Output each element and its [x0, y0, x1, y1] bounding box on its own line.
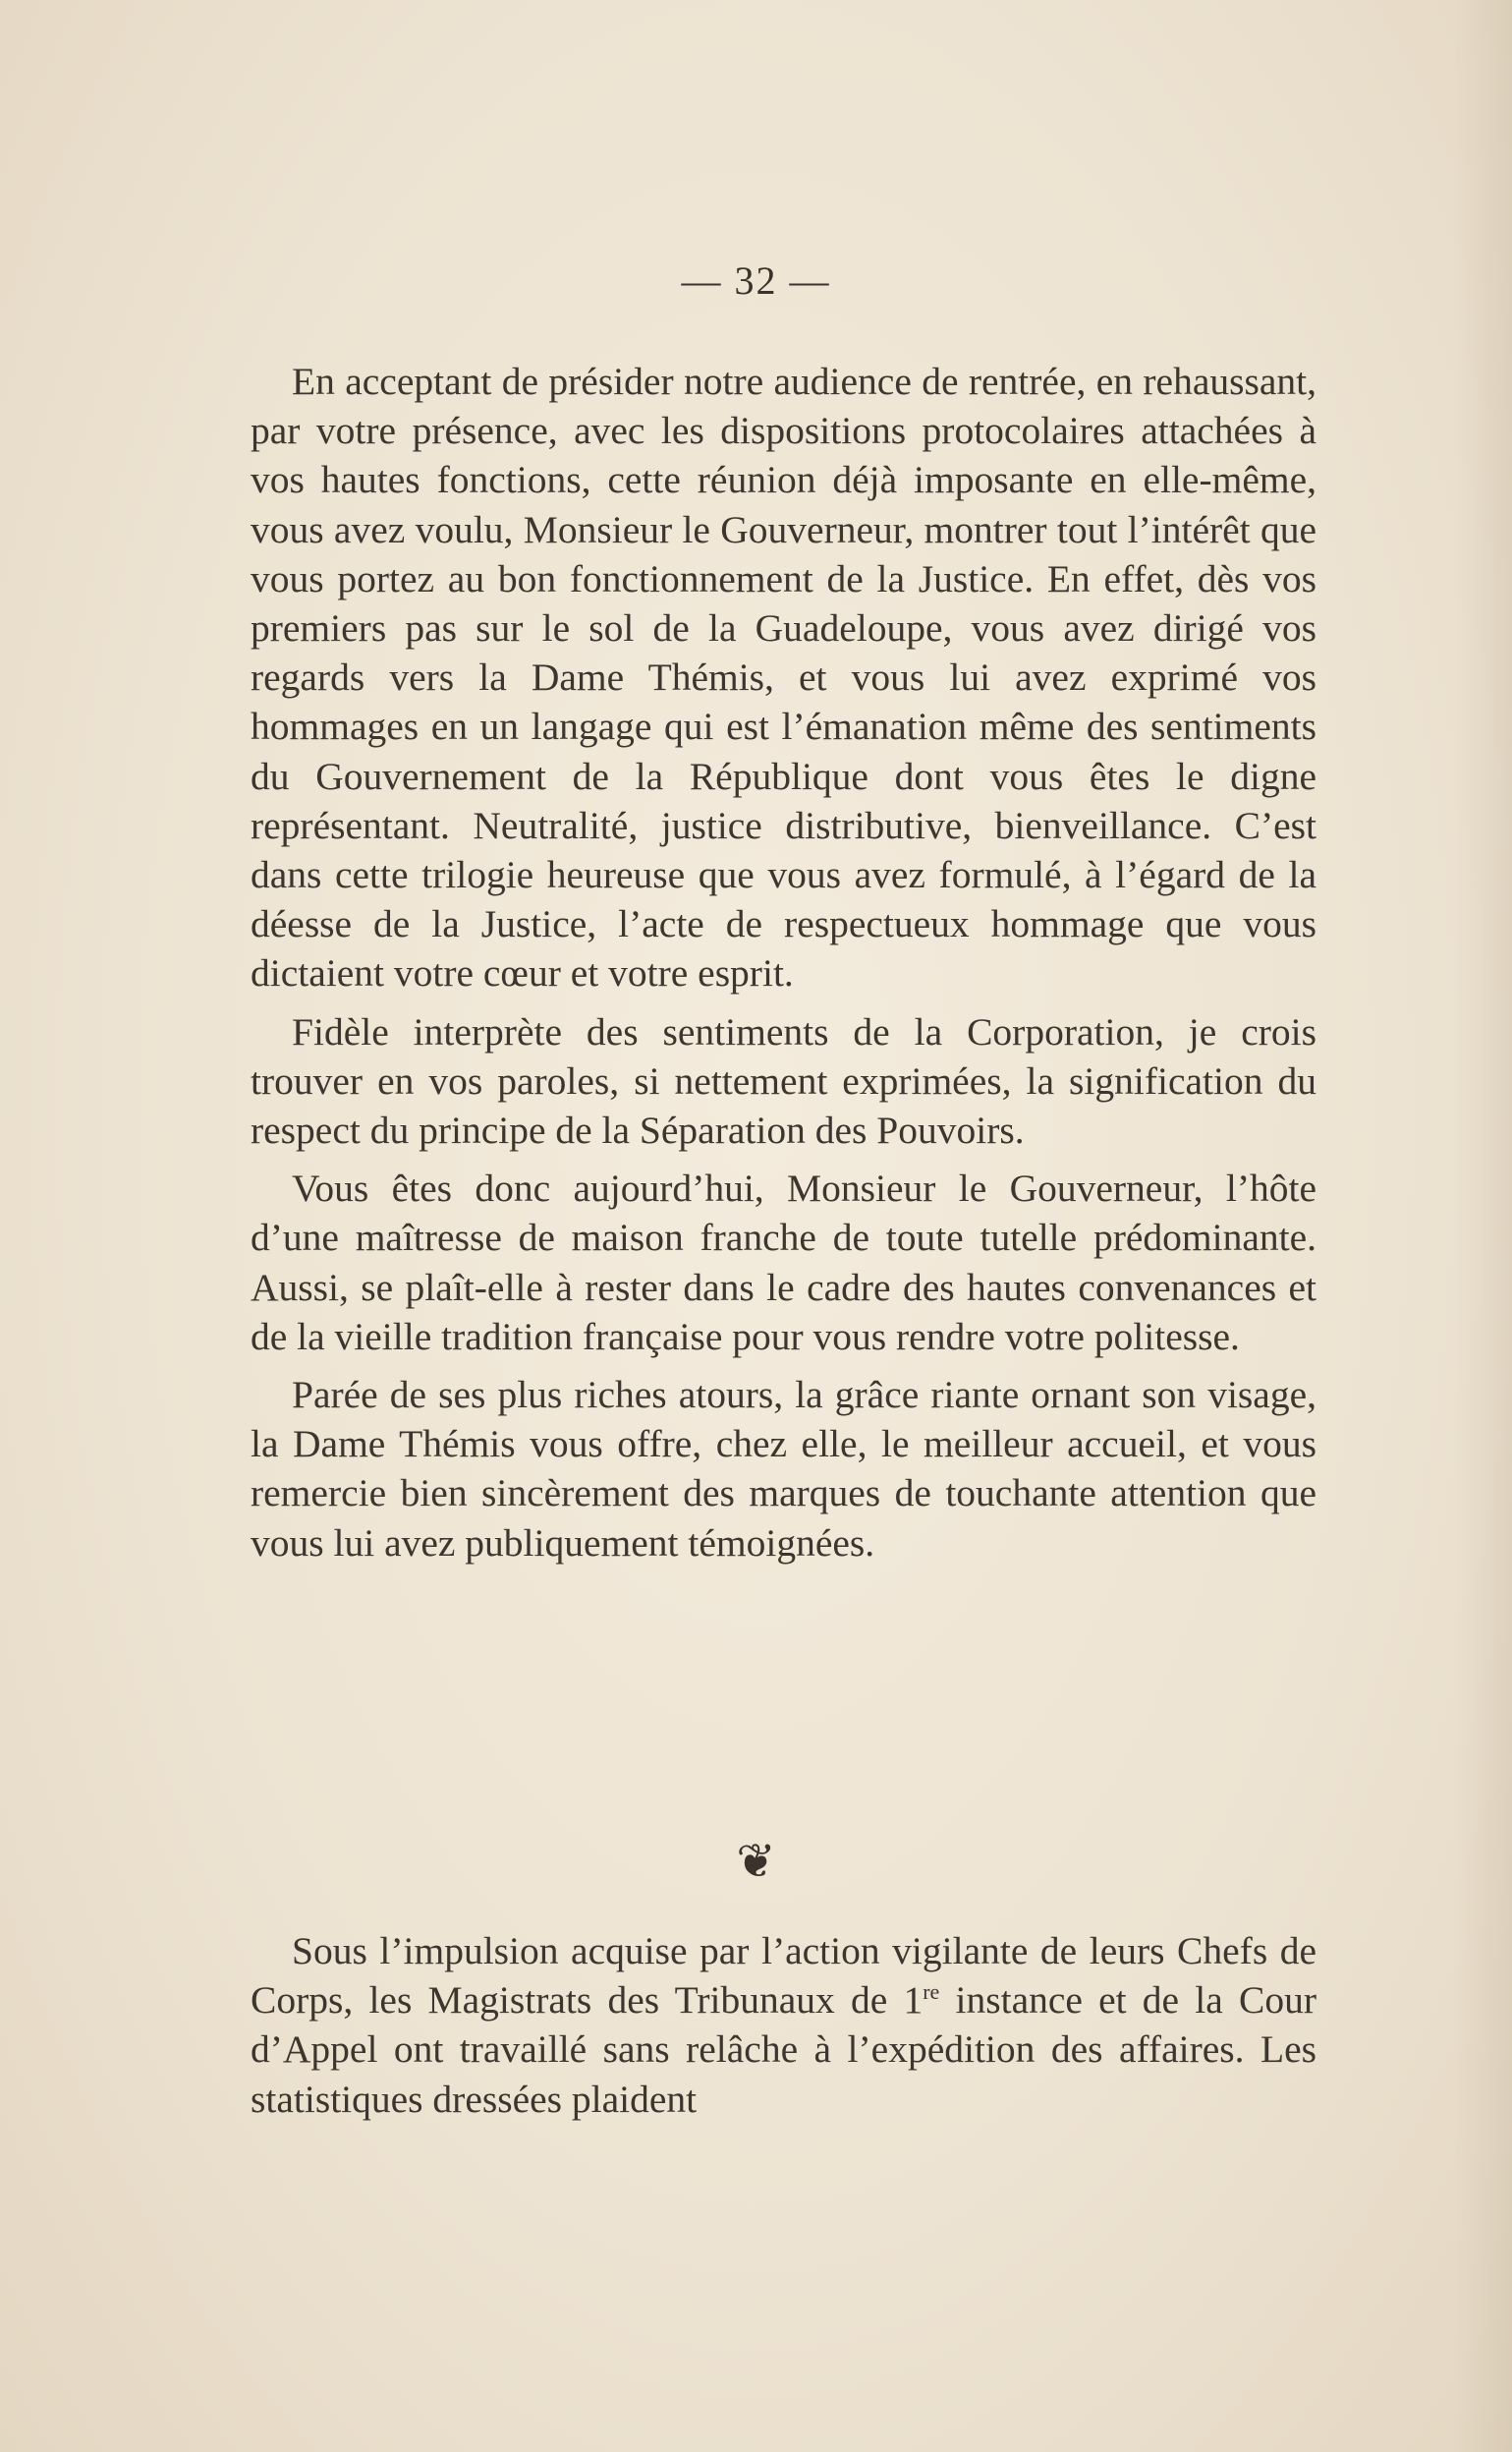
paragraph-3: Vous êtes donc aujourd’hui, Monsieur le Gouverneur, l’hôte d’une maîtresse de maison franche de toute tutelle prédominante. Aussi, se plaît-elle à rester dans le cadre des hautes convenances et de la vieille tradition française pour vous rendre votre politesse.: [251, 1167, 1316, 1358]
page-number: — 32 —: [681, 258, 831, 303]
fleuron-ornament-icon: ❦: [736, 1834, 776, 1889]
paragraph-2: Fidèle interprète des sentiments de la Corporation, je crois trouver en vos paroles, si nettement exprimées, la signification du respect du principe de la Séparation des Pouvoirs.: [251, 1009, 1316, 1153]
paragraph-4: Parée de ses plus riches atours, la grâce riante ornant son visage, la Dame Thémis vous offre, chez elle, le meilleur accueil, et vous remercie bien sincèrement des marques de touchante attention que vous lui avez publiquement témoignées.: [251, 1373, 1316, 1565]
paragraph-1: En acceptant de présider notre audience de rentrée, en rehaussant, par votre présence, avec les dispositions protocolaires attachées à vos hautes fonctions, cette réunion déjà imposante en elle-même, vous avez voulu, Monsieur le Gouverneur, montrer tout l’intérêt que vous portez au bon fonctionnement de la Justice. En effet, dès vos premiers pas sur le sol de la Guadeloupe, vous avez dirigé vos regards vers la Dame Thémis, et vous lui avez exprimé vos hommages en un langage qui est l’émanation même des sentiments du Gouvernement de la République dont vous êtes le digne représentant. Neutralité, justice distributive, bienveillance. C’est dans cette trilogie heureuse que vous avez formulé, à l’égard de la déesse de la Justice, l’acte de respectueux hommage que vous dictaient votre cœur et votre esprit.: [251, 360, 1316, 996]
paragraph-5: [251, 1926, 1316, 2124]
paragraph-5-end: instance et de la Cour d’Appel ont travaillé sans relâche à l’expédition des affaires. Les statistiques dressées plaident: [251, 1978, 1316, 2121]
ordinal-superscript: re: [923, 1979, 940, 2005]
page-edge-shadow: [1453, 0, 1512, 2452]
section-1-text: [251, 357, 1316, 1576]
section-2-text: [251, 1926, 1316, 2133]
paragraph-5-start: Sous l’impulsion acquise par l’action vigilante de leurs Chefs de Corps, les Magistrats des Tribunaux de 1: [251, 1929, 1316, 2023]
